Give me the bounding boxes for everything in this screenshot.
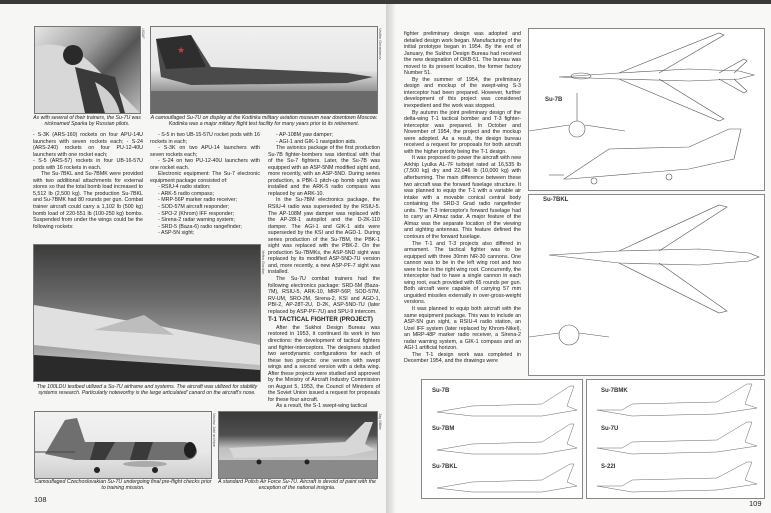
photo-credit: Vadim Gerasimov (378, 28, 383, 60)
drawing-label: Su-7BMK (601, 388, 628, 394)
photo-museum-su7u (150, 26, 378, 114)
photo-polish-su7u (218, 411, 378, 479)
list-item: - SRD-5 (Baza-6) radio rangefinder; (158, 223, 242, 230)
paragraph: - S-3K on two APU-14 launchers with seven rockets each; (150, 145, 260, 158)
photo-credit: Jay Miller (378, 413, 383, 430)
paragraph: By autumn the joint preliminary design of the delta-wing T-1 tactical bomber and T-3 fighter-interceptor was prepared. In October and November of 1954, the project and the mockup were adopted. As a result, the design bureau received a request for proposals for both aircraft with the higher priority being the T-1 design. (404, 109, 521, 155)
section-heading: T-1 TACTICAL FIGHTER (PROJECT) (268, 316, 373, 324)
photo-caption: A standard Polish Air Force Su-7U. Aircraft is devoid of paint with the exception of the national insignia. (218, 479, 376, 492)
list-item: - RSIU-4 radio station; (158, 184, 211, 191)
drawing-su7b-three-view (528, 28, 765, 191)
photo-caption: As with several of their trainers, the Su-7U was nicknamed Sparka by Russian pilots. (33, 115, 141, 128)
paragraph: By the summer of 1954, the preliminary design and mockup of the swept-wing S-3 interceptor had been prepared. However, further development of this project was considered inexpedient and the work was stopped. (404, 76, 521, 110)
aircraft-illustration (219, 412, 377, 478)
paragraph: The Su-7U combat trainers had the following electronics package: SRD-5M (Baza-7M), RSIU-5, ARK-10, MRP-56P, SOD-57M, RV-UM, SRO-2M, Sirena-2, KSI and AGD-1, PBI-2, AP-28T-2U, D-2K, ASP-5ND-7U (later replaced by ASP-PF-7U) and SPU-9 intercom. (268, 276, 380, 315)
text-column-1 (33, 132, 143, 230)
aircraft-line-drawing (529, 195, 764, 375)
photo-caption: The 100LDU testbed utilized a Su-7U airframe and systems. The aircraft was utilized for stability systems research. Particularly noteworthy is the large articulated' canard on the aircraft's nose. (36, 384, 258, 397)
left-page (0, 4, 386, 513)
right-page (386, 4, 771, 513)
list-item: - AGI-1 and GIK-1 navigation aids. (276, 138, 357, 145)
photo-credit: Vaclav Jukl archive (212, 413, 217, 447)
photo-caption: Camouflaged Czechoslovakian Su-7U undergoing final pre-flight checks prior to training mission. (34, 479, 212, 492)
list-item: - SPO-2 (Khrom) IFF responder; (158, 210, 234, 217)
aircraft-illustration (151, 27, 377, 113)
paragraph: fighter preliminary design was adopted and detailed design work began. Manufacturing of the initial prototype began in 1954. By the end of January, the Sukhoi Design Bureau had received the new designation of OKB-51. The bureau was moved to its present location, the former factory Number 51. (404, 31, 521, 77)
book-spread (0, 4, 771, 513)
page-number: 108 (34, 495, 47, 504)
list-item: - ARK-5 radio compass; (158, 190, 214, 197)
drawing-label: Su-7BKL (432, 464, 458, 470)
paragraph: The Su-7BKL and Su-7BMK were provided with two additional attachments for external stores so that the total bomb load increased to 5,512 lb (2,500 kg). The production Su-7BKL and Su-7BMK had 80 rounds per gun. Combat trainer aircraft could carry a 1,102 lb (500 kg) bomb load of 220-551 lb (100-250 kg) bombs. Suspended from under the wings could be the following rockets: (33, 171, 143, 230)
paragraph: - S-3K (ARS-160) rockets on four APU-14U launchers with seven rockets each; - S-24 (ARS-240) rockets on four PU-12-40U launchers with one rocket each; (33, 132, 143, 158)
photo-cockpit (34, 26, 141, 114)
list-item: - AP-108M yaw damper; (276, 132, 333, 138)
photo-100ldu-testbed (33, 244, 261, 382)
drawing-label: Su-7B (432, 388, 450, 394)
text-column-2 (150, 132, 260, 237)
cockpit-illustration (35, 27, 140, 113)
paragraph: Electronic equipment: The Su-7 electronic equipment package consisted of: (150, 171, 260, 184)
svg-text:★: ★ (177, 46, 186, 56)
drawing-label: Su-7U (601, 426, 619, 432)
paragraph: The T-1 and T-3 projects also differed in armament. The tactical fighter was to be equipped with three 30mm NR-30 cannons. One cannon was to be in the left wing root and two were to be in the right wing root. Concurrently, the interceptor had to have a single cannon in each wing root, each provided with 65 rounds per gun. Both aircraft were capable of carrying 57 mm unguided missiles externally in over-gross-weight versions. (404, 240, 521, 306)
paragraph: - S-5 (ARS-57) rockets in four UB-16-57U pods with 16 rockets in each. (33, 158, 143, 171)
list-item: - MRP-56P marker radio receiver; (158, 197, 238, 204)
paragraph: It was proposed to power the aircraft with new Arkhip Lyulka AL-7F turbojet rated at 16,535 lb (7,500 kg) dry and 22,046 lb (10,000 kg) with afterburning. The main difference between these two aircraft was the forward fuselage structure. It was planned to equip the T-1 with a variable air intake with a movable conical central body containing the SRD-3 Grad radio rangefinder units. The T-3 interceptor's forward fuselage had to carry an Almaz radar. A major feature of the Almaz was the separate location of the viewing and sighting antennas. This feature defined the contours of the forward fuselage. (404, 155, 521, 240)
aircraft-line-drawing (587, 380, 764, 498)
paragraph: The T-1 design work was completed in December 1954, and the drawings were (404, 351, 521, 365)
aircraft-illustration (34, 245, 260, 381)
aircraft-line-drawing (529, 29, 764, 190)
aircraft-illustration (35, 412, 211, 478)
list-item: - ASP-5N sight; (158, 230, 195, 237)
photo-czech-su7u (34, 411, 212, 479)
drawing-label: Su-7BM (432, 426, 455, 432)
text-column (404, 31, 521, 365)
drawing-su7bkl (528, 194, 765, 376)
list-item: - Sirena-2 radar warning system; (158, 217, 235, 224)
aircraft-line-drawing (422, 380, 582, 498)
list-item: - SOD-57M aircraft responder; (158, 204, 230, 211)
drawing-side-views-right (586, 379, 765, 499)
photo-caption: A camouflaged Su-7U on display at the Kodinka military aviation museum near downtown Moscow. Kodinka was a major military flight test facility for many years prior to its retirement. (150, 115, 378, 128)
paragraph: As a result, the S-1 swept-wing tactical (276, 403, 367, 410)
drawing-label: Su-7B (545, 97, 563, 103)
drawing-label: Su-7BKL (543, 197, 569, 203)
paragraph: In the Su-7BM electronics package, the RSIU-4 radio was superseded by the RSIU-5. The AP-108M yaw damper was replaced with the AP-28I-1 autopilot and the D-2K-110 damper. The AGI-1 and GIK-1 aids were superseded by the KSI and the AGD-1. During series production of the Su-7BM, the PBK-1 sight was replaced with the PBK-2. On the production Su-7BMKs, the ASP-5ND sight was replaced by its modified ASP-5ND-7U version and, more recently, a new ASP-PF-7 sight was installed. (268, 197, 380, 276)
paragraph: After the Sukhoi Design Bureau was restored in 1953, it continued its work in two directions: the development of tactical fighters and fighter-interceptors. The designers studied two aerodynamic configurations for each of these two projects: one version with swept wings and a second version with a delta wing. After these projects were studied and approved by the Ministry of Aircraft Industry Commission on August 5, 1953, the Council of Ministers of the Soviet Union issued a request for proposals for these four aircraft. (268, 324, 380, 403)
photo-credit: USAF (141, 28, 146, 39)
paragraph: - S-5 in two UB-15-57U rocket pods with 16 rockets in each; (150, 132, 260, 145)
paragraph: - S-24 on two PU-12-40U launchers with one rocket each. (150, 158, 260, 171)
drawing-side-views-left (421, 379, 583, 499)
text-column-3 (268, 132, 380, 410)
photo-credit: Yefim Gordon (261, 250, 266, 275)
drawing-label: S-22I (601, 464, 616, 470)
paragraph: It was planned to equip both aircraft with the same equipment package. This was to include an ASP-5N gun sight, a RSIU-4 radio station, an Uzel IFF system (later replaced by Khrom-Nikel), an MRP-48P marker radio receiver, a Sirena-2 radar warning system, a GIK-1 compass and an AGI-1 artificial horizon. (404, 305, 521, 352)
paragraph: The avionics package of the first production Su-7B fighter-bombers was identical with that of the Su-7 fighters. Later, the Su-7B was equipped with an ASP-5NM modified sight and, more recently, with an ASP-5ND. During series production, a PBK-1 pitch-up bomb sight was installed and the ARK-5 radio compass was replaced by an ARK-10. (268, 145, 380, 197)
page-number: 109 (749, 499, 762, 508)
